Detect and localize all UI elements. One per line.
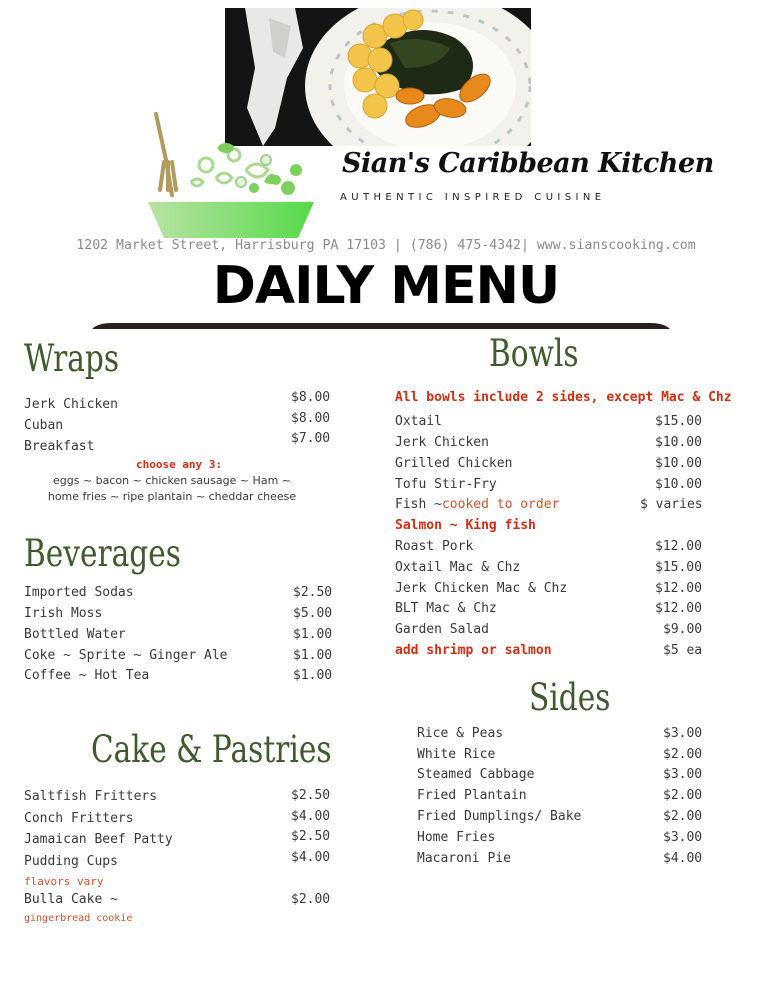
menu-item-price: $2.50: [291, 788, 331, 803]
menu-item-price: $2.00: [663, 809, 703, 824]
menu-item-price: $4.00: [663, 851, 703, 866]
menu-item-name: Jerk Chicken Mac & Chz: [395, 581, 568, 596]
menu-item-price: $5.00: [293, 606, 333, 621]
menu-item-price: $2.00: [291, 892, 331, 907]
addon-label: add shrimp or salmon: [395, 643, 552, 658]
menu-item-name: Bottled Water: [24, 627, 126, 642]
menu-item-name: Roast Pork: [395, 539, 474, 554]
section-heading-wraps: Wraps: [24, 337, 120, 380]
item-note: cooked to order: [441, 497, 560, 512]
menu-item-price: $10.00: [655, 477, 702, 492]
menu-item-price: $1.00: [293, 627, 333, 642]
title-divider: [92, 314, 670, 320]
logo-icon: [146, 110, 316, 240]
menu-item-name: Coffee ~ Hot Tea: [24, 668, 150, 683]
section-heading-beverages: Beverages: [24, 532, 181, 575]
menu-item-price: $15.00: [655, 560, 702, 575]
menu-item-name: Fried Dumplings/ Bake: [417, 809, 582, 824]
menu-item-name: Irish Moss: [24, 606, 103, 621]
menu-item-name: Garden Salad: [395, 622, 489, 637]
menu-item-name: Bulla Cake ~: [24, 892, 118, 907]
menu-item-name: Oxtail: [395, 414, 442, 429]
menu-item-name: Home Fries: [417, 830, 496, 845]
menu-item-name: Pudding Cups: [24, 854, 118, 869]
page-title: DAILY MENU: [212, 256, 560, 316]
menu-item-price: $3.00: [663, 830, 703, 845]
menu-item-name: Cuban: [24, 418, 64, 433]
menu-item-price: $4.00: [291, 850, 331, 865]
menu-item-name: Jerk Chicken: [24, 397, 118, 412]
menu-item-name: Grilled Chicken: [395, 456, 513, 471]
menu-item-name: BLT Mac & Chz: [395, 601, 497, 616]
menu-item-price: $7.00: [291, 431, 331, 446]
menu-item-name: White Rice: [417, 747, 496, 762]
menu-item-price: $12.00: [655, 601, 702, 616]
menu-item-name: Saltfish Fritters: [24, 789, 158, 804]
menu-item-price: $3.00: [663, 726, 703, 741]
fish-options: Salmon ~ King fish: [395, 518, 536, 533]
menu-item-price: $3.00: [663, 767, 703, 782]
addon-price: $5 ea: [663, 643, 703, 658]
contact-info: 1202 Market Street, Harrisburg PA 17103 | (786) 475-4342| www.sianscooking.com: [76, 238, 696, 253]
menu-item-price: $4.00: [291, 809, 331, 824]
menu-item-name: Jamaican Beef Patty: [24, 832, 173, 847]
bowls-note: All bowls include 2 sides, except Mac & Chz: [395, 390, 732, 405]
menu-item-name: Conch Fritters: [24, 811, 134, 826]
menu-item-price: $2.00: [663, 788, 703, 803]
menu-item-name: Oxtail Mac & Chz: [395, 560, 521, 575]
menu-item-price: $ varies: [640, 497, 703, 512]
menu-item-price: $8.00: [291, 390, 331, 405]
section-heading-sides: Sides: [529, 676, 611, 719]
menu-item-price: $2.50: [291, 829, 331, 844]
menu-item-name: Steamed Cabbage: [417, 767, 535, 782]
menu-item-name: Fried Plantain: [417, 788, 527, 803]
menu-item-name: Macaroni Pie: [417, 851, 511, 866]
brand-name: Sian's Caribbean Kitchen: [342, 148, 714, 179]
menu-item-name: Tofu Stir-Fry: [395, 477, 497, 492]
menu-item-fish: [395, 497, 559, 512]
menu-item-price: $2.00: [663, 747, 703, 762]
item-note: gingerbread cookie: [24, 913, 133, 924]
menu-item-name: Coke ~ Sprite ~ Ginger Ale: [24, 648, 228, 663]
menu-item-price: $10.00: [655, 435, 702, 450]
menu-item-price: $2.50: [293, 585, 333, 600]
menu-item-price: $12.00: [655, 539, 702, 554]
menu-item-name: Imported Sodas: [24, 585, 134, 600]
menu-item-name: Fish ~: [395, 497, 442, 512]
menu-item-price: $8.00: [291, 411, 331, 426]
menu-item-price: $10.00: [655, 456, 702, 471]
wrap-options-line: home fries ~ ripe plantain ~ cheddar cheese: [47, 490, 297, 503]
menu-item-price: $12.00: [655, 581, 702, 596]
section-heading-cakes: Cake & Pastries: [91, 728, 332, 771]
wrap-choice-note: choose any 3:: [135, 458, 223, 471]
menu-item-price: $15.00: [655, 414, 702, 429]
menu-item-price: $9.00: [663, 622, 703, 637]
menu-item-name: Breakfast: [24, 439, 95, 454]
section-heading-bowls: Bowls: [489, 332, 579, 375]
brand-tagline: AUTHENTIC INSPIRED CUISINE: [340, 192, 606, 203]
item-note: flavors vary: [24, 875, 104, 888]
menu-item-name: Rice & Peas: [417, 726, 504, 741]
menu-item-price: $1.00: [293, 668, 333, 683]
menu-item-price: $1.00: [293, 648, 333, 663]
menu-item-name: Jerk Chicken: [395, 435, 489, 450]
wrap-options-line: eggs ~ bacon ~ chicken sausage ~ Ham ~: [52, 474, 291, 487]
